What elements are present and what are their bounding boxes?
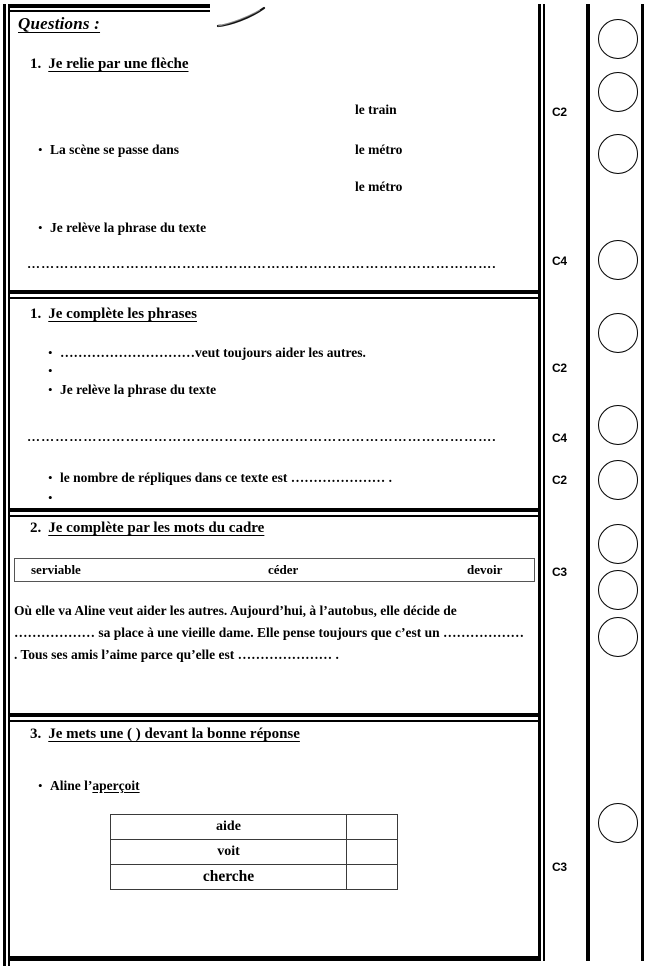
section-1-heading: [30, 56, 189, 73]
bullet-icon: [38, 143, 50, 156]
page-bottom-border: [8, 956, 540, 961]
score-circle[interactable]: [598, 19, 638, 59]
section-4-heading: [30, 726, 300, 743]
choice-checkbox-2[interactable]: [347, 840, 398, 865]
section-3-divider: [10, 713, 540, 717]
score-circle[interactable]: [598, 72, 638, 112]
section-4-number: 3.: [30, 726, 42, 742]
table-row[interactable]: [111, 840, 398, 865]
word-bank-item-3[interactable]: devoir: [467, 562, 503, 577]
score-circle[interactable]: [598, 240, 638, 280]
section-2-bullet-4-text: le nombre de répliques dans ce texte est ………………… .: [60, 470, 392, 485]
section-4-bullet-1: [38, 778, 140, 794]
content-top-border: [10, 4, 210, 8]
section-2-answer-rule[interactable]: ……………………………………………………………………………………….: [27, 429, 497, 444]
section-2-title: Je complète les phrases: [48, 306, 197, 322]
score-circle[interactable]: [598, 617, 638, 657]
section-1-divider: [10, 290, 540, 294]
section-2-number: 1.: [30, 306, 42, 322]
choice-checkbox-3[interactable]: [347, 865, 398, 890]
section-2-code-c2-b: C2: [552, 473, 567, 487]
answer-choice-table: [110, 814, 398, 890]
section-1-bullet-2-text: Je relève la phrase du texte: [50, 220, 207, 235]
score-circle[interactable]: [598, 460, 638, 500]
section-1-option-3[interactable]: le métro: [355, 179, 403, 194]
section-2-code-c4: C4: [552, 431, 567, 445]
scan-artifact-stroke: [216, 6, 268, 28]
section-3-divider-inner: [10, 720, 540, 722]
content-top-border-inner: [10, 10, 210, 12]
section-2-divider-inner: [10, 515, 540, 517]
section-1-bullet-2: [38, 220, 206, 236]
section-3-number: 2.: [30, 520, 42, 536]
section-3-title: Je complète par les mots du cadre: [48, 520, 265, 536]
bullet-icon: [48, 346, 60, 359]
bullet-icon: [48, 383, 60, 396]
score-circle[interactable]: [598, 405, 638, 445]
section-4-bullet-1-prefix: Aline l’: [50, 778, 93, 793]
section-2-bullet-5[interactable]: [48, 491, 60, 504]
circle-column-right-border: [641, 4, 644, 961]
section-4-bullet-1-verb: aperçoit: [92, 778, 140, 793]
section-1-option-2[interactable]: le métro: [355, 142, 403, 157]
section-2-divider: [10, 508, 540, 512]
section-1-number: 1.: [30, 56, 42, 72]
section-2-bullet-4[interactable]: [48, 470, 392, 486]
section-1-answer-rule[interactable]: ……………………………………………………………………………………….: [27, 256, 497, 271]
page-left-border: [3, 4, 6, 966]
bullet-icon: [48, 364, 60, 377]
content-right-border: [538, 4, 541, 961]
page-left-border-inner: [8, 4, 10, 966]
section-1-prompt-text: La scène se passe dans: [50, 142, 180, 157]
choice-label-2: voit: [111, 840, 347, 865]
table-row[interactable]: [111, 865, 398, 890]
section-3-code-c3: C3: [552, 565, 567, 579]
section-1-prompt-bullet: [38, 142, 179, 158]
score-circle[interactable]: [598, 134, 638, 174]
section-2-bullet-2[interactable]: [48, 364, 60, 377]
word-bank-item-1[interactable]: serviable: [31, 562, 81, 577]
choice-label-1: aide: [111, 815, 347, 840]
word-bank-box: [14, 558, 535, 582]
section-1-option-1[interactable]: le train: [355, 102, 397, 117]
section-4-title: Je mets une ( ) devant la bonne réponse: [48, 726, 300, 742]
section-2-bullet-3: [48, 382, 216, 398]
section-2-bullet-1[interactable]: [48, 345, 366, 361]
section-2-code-c2-a: C2: [552, 361, 567, 375]
score-circle[interactable]: [598, 570, 638, 610]
table-row[interactable]: [111, 815, 398, 840]
section-2-heading: [30, 306, 197, 323]
choice-checkbox-1[interactable]: [347, 815, 398, 840]
code-column-right-border: [586, 4, 590, 961]
section-3-heading: [30, 520, 264, 537]
section-1-code-c4: C4: [552, 254, 567, 268]
section-2-bullet-3-text: Je relève la phrase du texte: [60, 382, 217, 397]
section-2-bullet-1-text: …………………………veut toujours aider les autres.: [60, 345, 366, 360]
score-circle[interactable]: [598, 803, 638, 843]
page-title: Questions :: [18, 14, 101, 33]
bullet-icon: [38, 779, 50, 792]
word-bank-item-2[interactable]: céder: [268, 562, 299, 577]
section-1-code-c2: C2: [552, 105, 567, 119]
content-right-border-inner: [543, 4, 545, 961]
section-1-divider-inner: [10, 297, 540, 299]
section-4-code-c3: C3: [552, 860, 567, 874]
bullet-icon: [48, 491, 60, 504]
score-circle[interactable]: [598, 313, 638, 353]
bullet-icon: [38, 221, 50, 234]
bullet-icon: [48, 471, 60, 484]
section-1-title: Je relie par une flèche: [48, 56, 189, 72]
choice-label-3: cherche: [111, 865, 347, 890]
score-circle[interactable]: [598, 524, 638, 564]
section-3-paragraph[interactable]: Où elle va Aline veut aider les autres. Aujourd’hui, à l’autobus, elle décide de ……………… sa place à une vieille dame. Elle pense toujours que c’est un ……………… . Tous ses amis l’aime parce qu’elle est ………………… .: [14, 603, 524, 662]
